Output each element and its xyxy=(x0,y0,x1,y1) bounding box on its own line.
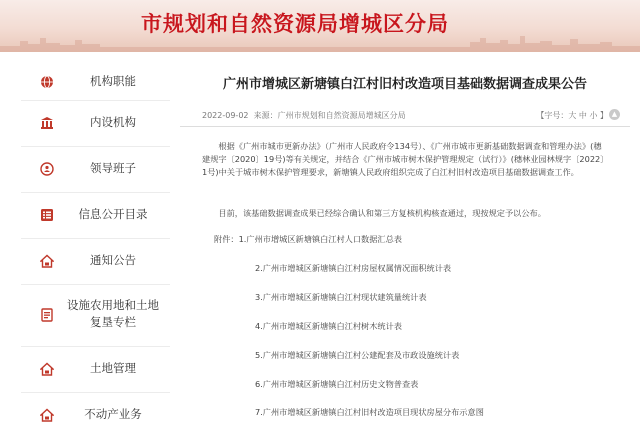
font-size-label: 【字号： xyxy=(536,111,569,120)
home-icon xyxy=(39,407,55,423)
font-size-close: 】 xyxy=(600,111,608,120)
attachments-label: 附件： xyxy=(214,234,239,244)
attachment-link[interactable]: 2.广州市增城区新塘镇白江村房屋权属情况面积统计表 xyxy=(255,263,452,273)
font-medium-button[interactable]: 中 xyxy=(578,111,587,120)
attachment-link[interactable]: 4.广州市增城区新塘镇白江村树木统计表 xyxy=(255,321,402,331)
sidebar-item-label: 信息公开目录 xyxy=(78,207,148,221)
sidebar-item-internal-departments[interactable] xyxy=(21,100,170,147)
sidebar-item-real-estate[interactable] xyxy=(21,392,170,432)
sidebar-item-label: 设施农用地和土地复垦专栏 xyxy=(67,298,159,329)
article-panel xyxy=(180,63,630,429)
home-icon xyxy=(39,253,55,269)
attachment-link[interactable]: 1.广州市增城区新塘镇白江村人口数据汇总表 xyxy=(238,234,402,244)
scroll-up-icon[interactable]: ▲ xyxy=(609,109,620,120)
org-chart-icon xyxy=(39,161,55,177)
attachment-link[interactable]: 5.广州市增城区新塘镇白江村公建配套及市政设施统计表 xyxy=(255,350,460,360)
sidebar-item-facility-farmland[interactable] xyxy=(21,284,170,347)
site-header xyxy=(0,0,640,52)
sidebar-nav xyxy=(21,63,170,429)
sidebar-item-notices[interactable] xyxy=(21,238,170,285)
sidebar-item-leadership[interactable] xyxy=(21,146,170,193)
list-icon xyxy=(39,207,55,223)
attachment-link[interactable]: 3.广州市增城区新塘镇白江村现状建筑量统计表 xyxy=(255,292,427,302)
sidebar-item-label: 通知公告 xyxy=(90,253,136,267)
attachment-item[interactable] xyxy=(214,234,402,245)
article-paragraph: 目前，该基础数据调查成果已经综合确认和第三方复核机构核查通过，现按规定予以公布。 xyxy=(218,208,546,218)
sidebar-item-label: 内设机构 xyxy=(90,115,136,129)
attachment-link[interactable]: 6.广州市增城区新塘镇白江村历史文物普查表 xyxy=(255,379,419,389)
site-title: 市规划和自然资源局增城区分局 xyxy=(141,12,449,36)
sidebar-item-label: 土地管理 xyxy=(90,361,136,375)
article-date-source xyxy=(202,110,406,121)
sidebar-item-label: 机构职能 xyxy=(90,74,136,88)
sidebar-item-info-disclosure[interactable] xyxy=(21,192,170,239)
article-meta xyxy=(180,104,630,127)
document-icon xyxy=(39,307,55,323)
font-size-switcher xyxy=(536,110,608,121)
font-small-button[interactable]: 小 xyxy=(589,111,598,120)
sidebar-item-label: 领导班子 xyxy=(90,161,136,175)
sidebar-item-land-management[interactable] xyxy=(21,346,170,393)
article-date: 2022-09-02 xyxy=(202,111,249,120)
article-source: 广州市规划和自然资源局增城区分局 xyxy=(277,111,406,120)
attachment-link[interactable]: 7.广州市增城区新塘镇白江村旧村改造项目现状房屋分布示意图 xyxy=(255,407,484,417)
sidebar-item-label: 不动产业务 xyxy=(84,407,142,421)
home-icon xyxy=(39,361,55,377)
globe-icon xyxy=(39,74,55,90)
font-large-button[interactable]: 大 xyxy=(568,111,577,120)
sidebar-item-institution-functions[interactable] xyxy=(21,63,170,101)
article-paragraph: 根据《广州市城市更新办法》（广州市人民政府令134号）、《广州市城市更新基础数据调查和管理办法》(穗建规字〔2020〕19号)等有关规定，并结合《广州市城市树木保护管理规定（试行）》(穗林业园林规字〔2022〕1号)中关于城市树木保护管理要求，新塘镇人民政府组织完成了白江村旧村改造项目基础数据调查工作。 xyxy=(202,141,605,177)
article-title: 广州市增城区新塘镇白江村旧村改造项目基础数据调查成果公告 xyxy=(222,77,587,92)
building-icon xyxy=(39,115,55,131)
source-label: 来源： xyxy=(253,111,278,120)
